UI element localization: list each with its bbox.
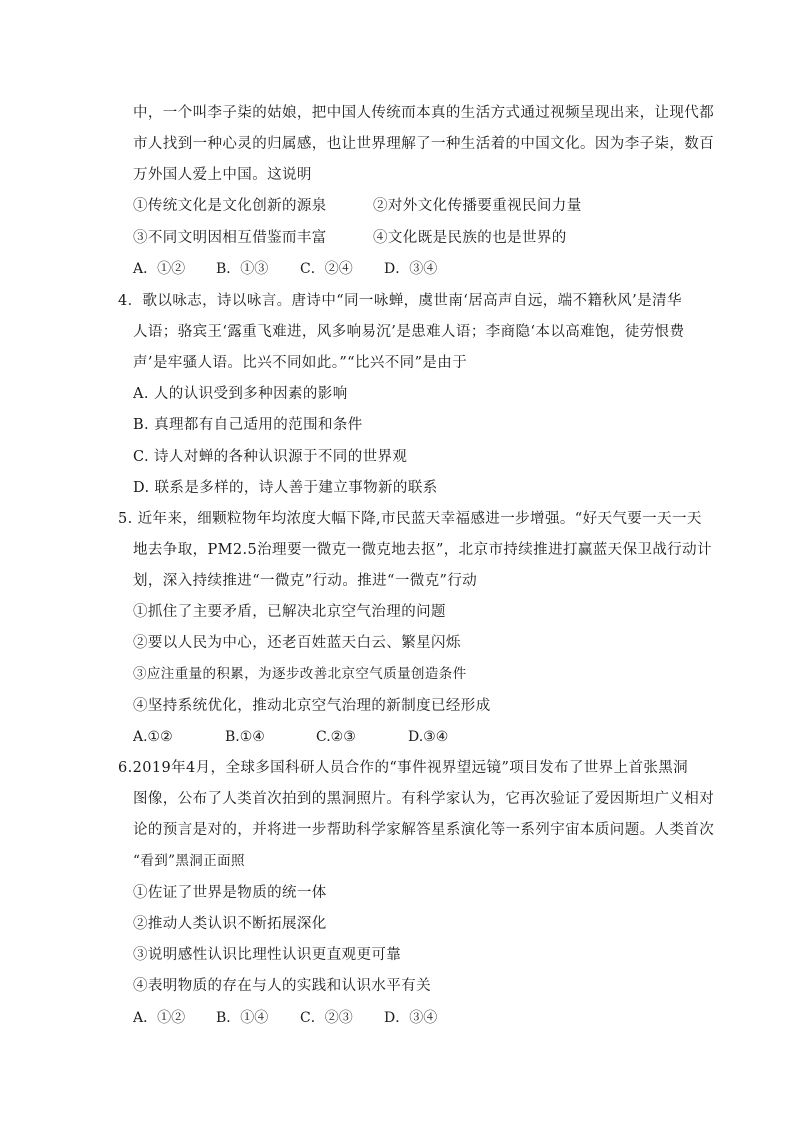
q6-option-d: D．③④ xyxy=(384,1010,438,1026)
q6-choice-2: ②推动人类认识不断拓展深化 xyxy=(133,916,327,932)
q4-option-d: D. 联系是多样的，诗人善于建立事物新的联系 xyxy=(133,480,438,496)
q5-option-a: A.①② xyxy=(133,729,173,745)
q3-text-line-3: 万外国人爱上中国。这说明 xyxy=(133,167,312,183)
q6-text-line-3: 论的预言是对的，并将进一步帮助科学家解答星系演化等一系列宇宙本质问题。人类首次 xyxy=(133,822,715,838)
q6-choice-1: ①佐证了世界是物质的统一体 xyxy=(133,885,327,901)
q5-choice-4: ④坚持系统优化，推动北京空气治理的新制度已经形成 xyxy=(133,698,491,714)
q6-text-line-2: 图像，公布了人类首次拍到的黑洞照片。有科学家认为，它再次验证了爱因斯坦广义相对 xyxy=(133,791,715,807)
q3-option-c: C．②④ xyxy=(300,261,353,277)
q6-choice-3: ③说明感性认识比理性认识更直观更可靠 xyxy=(133,947,402,963)
q4-option-b: B. 真理都有自己适用的范围和条件 xyxy=(133,417,363,433)
q4-option-a: A. 人的认识受到多种因素的影响 xyxy=(133,386,348,402)
q6-text-line-1: 6.2019年4月，全球多国科研人员合作的“事件视界望远镜”项目发布了世界上首张黑洞 xyxy=(118,760,689,776)
q6-choice-4: ④表明物质的存在与人的实践和认识水平有关 xyxy=(133,978,431,994)
q5-option-b: B.①④ xyxy=(225,729,265,745)
q5-choice-2: ②要以人民为中心，还老百姓蓝天白云、繁星闪烁 xyxy=(133,635,461,651)
q6-option-a: A．①② xyxy=(133,1010,186,1026)
q5-option-d: D.③④ xyxy=(408,729,449,745)
q4-text-line-3: 声’是牢骚人语。比兴不同如此。”“比兴不同”是由于 xyxy=(133,355,468,371)
q4-text-line-2: 人语；骆宾王‘露重飞难进，风多响易沉’是患难人语；李商隐‘本以高难饱，徒劳恨费 xyxy=(133,324,685,340)
q3-text-line-2: 市人找到一种心灵的归属感，也让世界理解了一种生活着的中国文化。因为李子柒，数百 xyxy=(133,136,715,152)
q3-choice-4: ④文化既是民族的也是世界的 xyxy=(373,230,567,246)
q3-option-a: A．①② xyxy=(133,261,186,277)
q6-option-c: C．②③ xyxy=(300,1010,353,1026)
q3-choice-1: ①传统文化是文化创新的源泉 xyxy=(133,198,327,214)
q5-text-line-1: 5. 近年来，细颗粒物年均浓度大幅下降,市民蓝天幸福感进一步增强。“好天气要一天一天 xyxy=(118,511,702,527)
q3-option-b: B．①③ xyxy=(216,261,269,277)
q3-choice-3: ③不同文明因相互借鉴而丰富 xyxy=(133,230,327,246)
q6-text-line-4: “看到”黑洞正面照 xyxy=(133,853,245,869)
q4-text-line-1: 4．歌以咏志，诗以咏言。唐诗中“同一咏蝉，虞世南‘居高声自远，端不籍秋风’是清华 xyxy=(118,293,682,309)
q3-text-line-1: 中，一个叫李子柒的姑娘，把中国人传统而本真的生活方式通过视频呈现出来，让现代都 xyxy=(133,105,715,121)
q5-choice-3: ③应注重量的积累，为逐步改善北京空气质量创造条件 xyxy=(133,666,467,682)
q4-option-c: C. 诗人对蝉的各种认识源于不同的世界观 xyxy=(133,449,408,465)
q5-choice-1: ①抓住了主要矛盾，已解决北京空气治理的问题 xyxy=(133,604,446,620)
q6-option-b: B．①④ xyxy=(216,1010,269,1026)
q3-choice-2: ②对外文化传播要重视民间力量 xyxy=(373,198,582,214)
q5-option-c: C.②③ xyxy=(316,729,356,745)
q3-option-d: D．③④ xyxy=(384,261,438,277)
q5-text-line-3: 划，深入持续推进“一微克”行动。推进“一微克”行动 xyxy=(133,573,478,589)
q5-text-line-2: 地去争取，PM2.5治理要一微克一微克地去抠”，北京市持续推进打赢蓝天保卫战行动计 xyxy=(133,542,712,558)
